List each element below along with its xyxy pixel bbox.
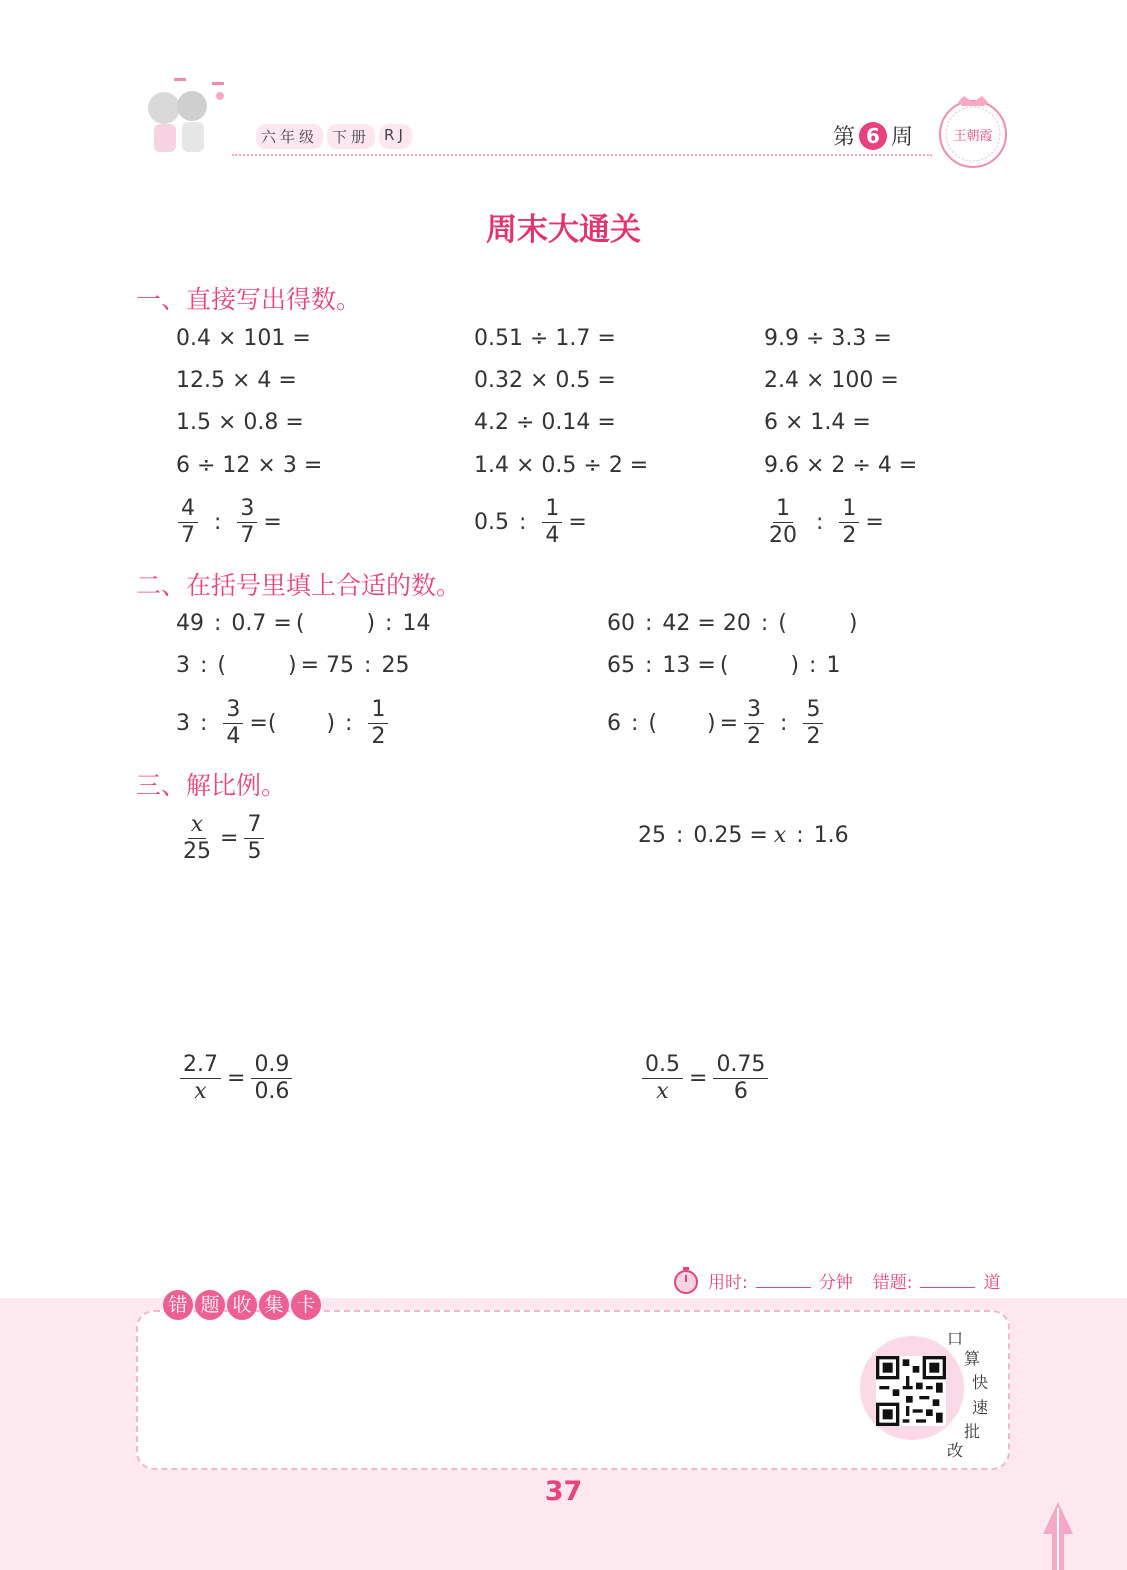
s1-r3c3: 6 × 1.4 =: [764, 410, 871, 435]
week-number-badge: 6: [859, 122, 887, 150]
error-unit: 道: [983, 1272, 1001, 1293]
grade-label: 六年级: [256, 124, 323, 149]
section1-title: 一、直接写出得数。: [136, 285, 362, 314]
s1-fraction-a: $\frac{4}{7}$ : $\frac{3}{7}$ =: [172, 496, 282, 549]
fraction: $\frac{0.5}{x}$: [642, 1052, 683, 1105]
fraction: $\frac{1}{4}$: [542, 496, 562, 549]
time-blank[interactable]: [756, 1273, 811, 1288]
qr-label-char: 快: [972, 1373, 989, 1392]
fraction: $\frac{3}{7}$: [237, 496, 257, 549]
s3-problem-3: $\frac{2.7}{x}$ = $\frac{0.9}{0.6}$: [174, 1052, 298, 1105]
s1-r1c1: 0.4 × 101 =: [176, 326, 311, 351]
qr-label-char: 口: [947, 1329, 964, 1348]
volume-label: 下册: [327, 124, 375, 149]
page-title: 周末大通关: [486, 212, 641, 248]
fraction: $\frac{x}{25}$: [183, 812, 211, 864]
s1-r4c1: 6 ÷ 12 × 3 =: [176, 453, 323, 478]
s2-r2-right: 65 : 13 = ( ) : 1: [607, 653, 841, 678]
fraction: $\frac{0.9}{0.6}$: [251, 1052, 292, 1105]
s1-r4c2: 1.4 × 0.5 ÷ 2 =: [474, 453, 649, 478]
fraction: $\frac{0.75}{6}$: [713, 1052, 768, 1105]
fraction: $\frac{1}{20}$: [769, 496, 797, 548]
fraction: $\frac{5}{2}$: [803, 697, 823, 750]
s2-r1-left: 49 : 0.7 = ( ) : 14: [176, 611, 431, 636]
fraction: $\frac{7}{5}$: [244, 812, 264, 865]
s1-r1c2: 0.51 ÷ 1.7 =: [474, 326, 616, 351]
error-label: 错题:: [872, 1272, 913, 1293]
s1-r3c2: 4.2 ÷ 0.14 =: [474, 410, 616, 435]
week-indicator: [833, 120, 913, 151]
time-label: 用时:: [708, 1272, 748, 1293]
section3-title: 三、解比例。: [136, 771, 287, 800]
s3-problem-2: 25 : 0.25 = x : 1.6: [638, 823, 849, 848]
card-title: 错 题 收 集 卡: [163, 1290, 321, 1320]
fraction: $\frac{3}{2}$: [744, 697, 764, 750]
section2-title: 二、在括号里填上合适的数。: [136, 571, 462, 600]
s1-r3c1: 1.5 × 0.8 =: [176, 410, 304, 435]
page-number: 37: [544, 1476, 583, 1507]
qr-label-char: 批: [964, 1422, 981, 1441]
stopwatch-icon: [672, 1266, 700, 1294]
s3-problem-4: $\frac{0.5}{x}$ = $\frac{0.75}{6}$: [636, 1052, 774, 1105]
qr-label-char: 改: [947, 1441, 964, 1460]
qr-code-icon[interactable]: [876, 1356, 946, 1426]
week-suffix: 周: [891, 125, 914, 150]
fraction: $\frac{3}{4}$: [223, 697, 243, 750]
fraction: $\frac{4}{7}$: [178, 496, 198, 549]
time-error-stats: [672, 1266, 1000, 1294]
s1-r2c1: 12.5 × 4 =: [176, 368, 297, 393]
seal-text: 王朝霞: [953, 129, 993, 144]
grade-row: [256, 124, 412, 149]
qr-label-char: 速: [972, 1398, 989, 1417]
s2-r2-left: 3 : ( ) = 75 : 25: [176, 653, 410, 678]
s1-r1c3: 9.9 ÷ 3.3 =: [764, 326, 892, 351]
s2-r3-left: 3 : $\frac{3}{4}$ = ( ) : $\frac{1}{2}$: [176, 697, 394, 750]
s1-fraction-c: $\frac{1}{20}$ : $\frac{1}{2}$ =: [760, 496, 884, 549]
seal-logo: [936, 92, 1010, 170]
time-unit: 分钟: [818, 1272, 853, 1293]
fraction: $\frac{2.7}{x}$: [180, 1052, 221, 1105]
edition-label: RJ: [379, 124, 412, 149]
s1-r4c3: 9.6 × 2 ÷ 4 =: [764, 453, 918, 478]
error-blank[interactable]: [920, 1273, 975, 1288]
fraction: $\frac{1}{2}$: [368, 697, 388, 750]
header-divider: [232, 154, 932, 156]
s1-fraction-b: 0.5 : $\frac{1}{4}$ =: [474, 496, 587, 548]
s2-r1-right: 60 : 42 = 20 : ( ): [607, 611, 858, 636]
s1-r2c3: 2.4 × 100 =: [764, 368, 899, 393]
s1-r2c2: 0.32 × 0.5 =: [474, 368, 616, 393]
s3-problem-1: $\frac{x}{25}$ = $\frac{7}{5}$: [174, 812, 270, 865]
qr-label-char: 算: [964, 1349, 981, 1368]
kids-illustration: [140, 74, 236, 160]
fraction: $\frac{1}{2}$: [839, 496, 859, 549]
arrow-up-icon: [1040, 1500, 1076, 1570]
week-prefix: 第: [833, 125, 856, 150]
s2-r3-right: 6 : ( ) = $\frac{3}{2}$ : $\frac{5}{2}$: [607, 697, 829, 750]
